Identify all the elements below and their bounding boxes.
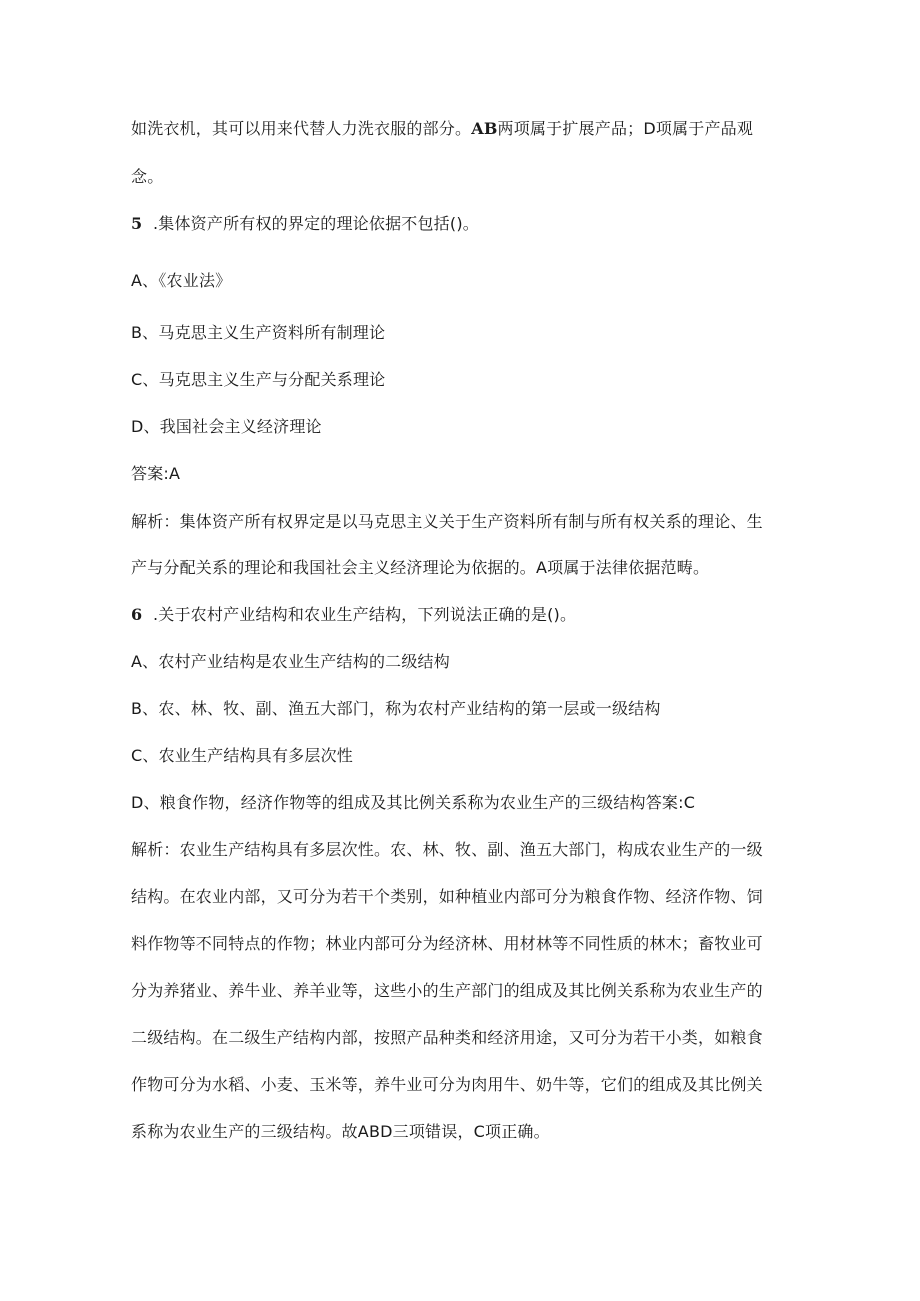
- question-6-text: .关于农村产业结构和农业生产结构，下列说法正确的是()。: [153, 605, 577, 624]
- question-6-option-c: C、农业生产结构具有多层次性: [131, 746, 353, 765]
- question-6-analysis-line-2: 结构。在农业内部，又可分为若干个类别，如种植业内部可分为粮食作物、经济作物、饲: [131, 887, 763, 906]
- question-6-analysis-line-7: 系称为农业生产的三级结构。故ABD三项错误，C项正确。: [131, 1122, 550, 1141]
- question-5-option-c: C、马克思主义生产与分配关系理论: [131, 370, 386, 389]
- question-6-analysis-line-4: 分为养猪业、养牛业、养羊业等，这些小的生产部门的组成及其比例关系称为农业生产的: [131, 981, 763, 1000]
- question-5-number: 5: [131, 214, 143, 233]
- question-6-stem: [131, 604, 576, 626]
- question-6-option-a: A、农村产业结构是农业生产结构的二级结构: [131, 652, 450, 671]
- question-5-analysis-line-2: 产与分配关系的理论和我国社会主义经济理论为依据的。A项属于法律依据范畴。: [131, 558, 710, 577]
- prev-analysis-text-bold: AB: [471, 119, 498, 138]
- question-5-analysis-line-1: 解析：集体资产所有权界定是以马克思主义关于生产资料所有制与所有权关系的理论、生: [131, 512, 763, 531]
- prev-analysis-line-1: [131, 118, 753, 140]
- question-6-option-d: D、粮食作物，经济作物等的组成及其比例关系称为农业生产的三级结构答案:C: [131, 793, 696, 812]
- question-5-stem: [131, 213, 479, 235]
- question-5-option-b: B、马克思主义生产资料所有制理论: [131, 323, 386, 342]
- question-6-analysis-line-3: 料作物等不同特点的作物；林业内部可分为经济林、用材林等不同性质的林木；畜牧业可: [131, 934, 763, 953]
- question-5-answer: 答案:A: [131, 464, 181, 483]
- question-6-analysis-line-5: 二级结构。在二级生产结构内部，按照产品种类和经济用途，又可分为若干小类，如粮食: [131, 1028, 763, 1047]
- prev-analysis-text-a: 如洗衣机，其可以用来代替人力洗衣服的部分。: [131, 119, 472, 138]
- question-6-analysis-line-6: 作物可分为水稻、小麦、玉米等，养牛业可分为肉用牛、奶牛等，它们的组成及其比例关: [131, 1075, 763, 1094]
- question-5-option-d: D、我国社会主义经济理论: [131, 417, 322, 436]
- question-6-number: 6: [131, 605, 143, 624]
- question-5-text: .集体资产所有权的界定的理论依据不包括()。: [153, 214, 479, 233]
- question-6-analysis-line-1: 解析：农业生产结构具有多层次性。农、林、牧、副、渔五大部门，构成农业生产的一级: [131, 840, 763, 859]
- prev-analysis-text-b: 两项属于扩展产品；D项属于产品观: [497, 119, 754, 138]
- question-6-option-b: B、农、林、牧、副、渔五大部门，称为农村产业结构的第一层或一级结构: [131, 699, 661, 718]
- question-5-option-a: A、《农业法》: [131, 271, 232, 290]
- prev-analysis-line-2: 念。: [131, 167, 164, 186]
